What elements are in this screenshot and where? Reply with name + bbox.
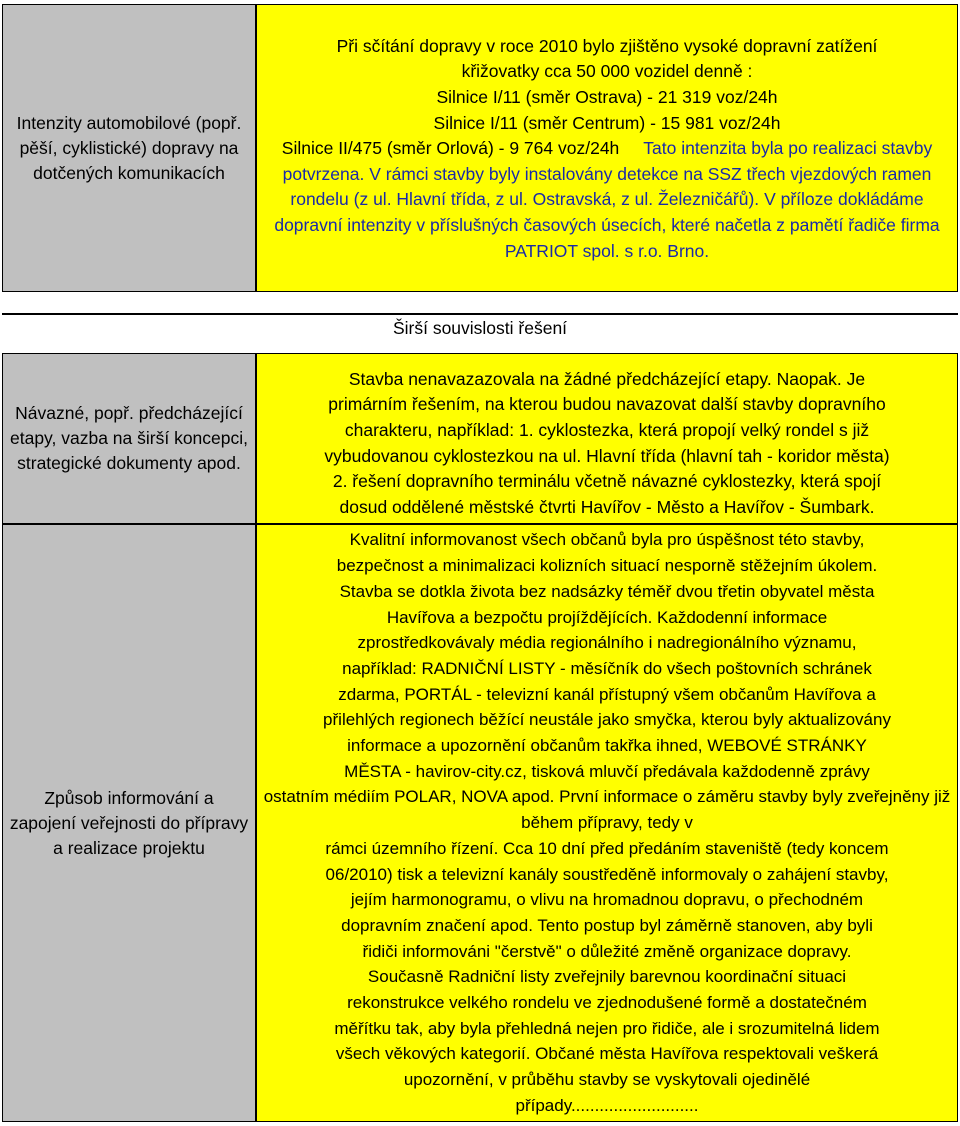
public-line-6: například: RADNIČNÍ LISTY - měsíčník do všech poštovních schránek [342,658,872,678]
public-line-3: Stavba se dotkla života bez nadsázky téměř dvou třetin obyvatel města [339,581,875,601]
public-line-22: upozornění, v průběhu stavby se vyskytovali ojedinělé [403,1070,811,1090]
public-line-18: Současně Radniční listy zveřejnily barevnou koordinační situaci [367,967,847,987]
links-label: Návazné, popř. předcházející etapy, vazba na širší koncepci, strategické dokumenty apod. [10,403,248,473]
public-line-14: 06/2010) tisk a televizní kanály soustředěně informovaly o zahájení stavby, [325,864,889,884]
public-line-19: rekonstrukce velkého rondelu ve zjednodušené formě a dostatečném [347,993,867,1013]
public-content-cell [256,524,958,1122]
public-line-21: všech věkových kategorií. Občané města Havířova respektovali veškerá [335,1044,879,1064]
public-line-16: dopravním značení apod. Tento postup byl záměrně stanoven, aby byli [341,915,873,935]
public-line-1: Kvalitní informovanost všech občanů byla pro úspěšnost této stavby, [349,530,865,550]
traffic-line-2: křižovatky cca 50 000 vozidel denně : [461,61,753,82]
traffic-line-6: Tato intenzita byla po realizaci stavby potvrzena. [282,138,933,184]
public-text [261,527,953,1118]
public-line-17: řidiči informováni "čerstvě" o důležité změně organizace dopravy. [362,941,852,961]
links-line-1: Stavba nenavazazovala na žádné předcházející etapy. Naopak. Je [348,368,866,389]
section-header [0,313,960,343]
traffic-line-3: Silnice I/11 (směr Ostrava) - 21 319 voz/24h [436,87,778,108]
links-line-2: primárním řešením, na kterou budou navazovat další stavby dopravního [328,394,886,415]
public-line-11: ostatním médiím POLAR, NOVA apod. [263,787,555,807]
links-line-5: 2. řešení dopravního terminálu včetně návazné cyklostezky, která spojí [332,471,882,492]
links-line-4: vybudovanou cyklostezkou na ul. Hlavní třída (hlavní tah - koridor města) [324,445,890,466]
public-line-20: měřítku tak, aby byla přehledná nejen pro řidiče, ale i srozumitelná lidem [334,1018,880,1038]
links-label-cell [2,353,256,524]
traffic-line-5: Silnice II/475 (směr Orlová) - 9 764 voz/24h [281,138,620,159]
links-line-3: charakteru, například: 1. cyklostezka, která propojí velký rondel s již [344,419,870,440]
public-line-12: První informace o záměru stavby byly zveřejněny již během přípravy, tedy v [521,787,951,833]
traffic-line-7: V rámci stavby byly instalovány detekce na SSZ třech vjezdových ramen rondelu (z ul. Hlavní třída, z ul. Ostravská, z ul. Železničářů). [290,163,932,210]
public-line-13: rámci územního řízení. Cca 10 dní před předáním staveniště (tedy koncem [325,838,889,858]
section-title: Širší souvislosti řešení [392,318,568,338]
public-line-15: jejím harmonogramu, o vlivu na hromadnou dopravu, o přechodném [350,890,864,910]
traffic-row [0,4,960,292]
links-line-6: dosud oddělené městské čtvrti Havířov - Město a Havířov - Šumbark. [339,496,875,517]
public-line-9: informace a upozornění občanům takřka ihned, WEBOVÉ STRÁNKY [347,736,867,756]
traffic-line-4: Silnice I/11 (směr Centrum) - 15 981 voz/24h [433,112,781,133]
public-line-2: bezpečnost a minimalizaci kolizních situací nesporně stěžejním úkolem. [336,556,878,576]
traffic-label-cell [2,4,256,292]
links-row [0,353,960,524]
traffic-content-cell [256,4,958,292]
public-label: Způsob informování a zapojení veřejnosti do přípravy a realizace projektu [9,787,249,858]
public-line-4: Havířova a bezpočtu projíždějících. Každodenní informace [386,607,828,627]
traffic-text [261,32,953,264]
links-text [324,357,889,521]
public-row [0,524,960,1122]
traffic-line-8: V příloze dokládáme dopravní intenzity v příslušných časových úsecích, které načetla z pamětí řadiče firma PATRIOT spol. s r.o. Brno. [274,189,940,261]
public-line-8: přilehlých regionech běžící neustále jako smyčka, kterou byly aktualizovány [323,710,891,730]
public-line-23: případy........................... [515,1095,699,1115]
traffic-label: Intenzity automobilové (popř. pěší, cyklistické) dopravy na dotčených komunikacích [16,112,242,183]
public-line-7: zdarma, PORTÁL - televizní kanál přístupný všem občanům Havířova a [338,684,876,704]
links-content-cell [256,353,958,524]
public-label-cell [2,524,256,1122]
public-line-5: zprostředkovávaly média regionálního i nadregionálního významu, [357,633,857,653]
traffic-line-1: Při sčítání dopravy v roce 2010 bylo zjištěno vysoké dopravní zatížení [336,35,878,56]
public-line-10: MĚSTA - havirov-city.cz, tisková mluvčí předávala každodenně zprávy [344,761,870,781]
section-rule [2,313,958,315]
